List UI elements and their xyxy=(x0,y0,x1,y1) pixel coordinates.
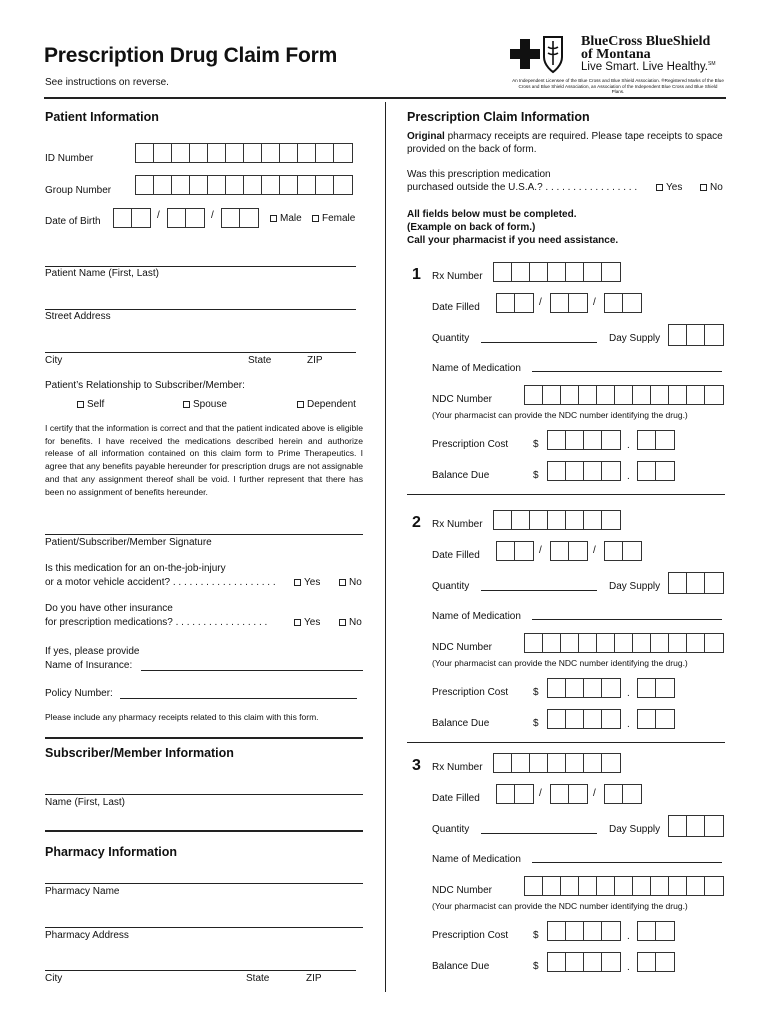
cost-dollar-boxes[interactable] xyxy=(547,678,621,698)
checkbox-icon xyxy=(77,401,84,408)
date-slash: / xyxy=(593,297,596,308)
cost-cents-boxes[interactable] xyxy=(637,921,675,941)
rx-number-boxes[interactable] xyxy=(493,262,621,282)
injury-yes-checkbox[interactable]: Yes xyxy=(294,577,320,588)
insurance-yes-checkbox[interactable]: Yes xyxy=(294,617,320,628)
claim-heading: Prescription Claim Information xyxy=(407,110,590,124)
pharmacy-address-line[interactable] xyxy=(45,927,363,928)
dollar-sign: $ xyxy=(533,930,539,941)
quantity-line[interactable] xyxy=(481,590,597,591)
female-checkbox[interactable]: Female xyxy=(312,213,355,224)
rx-number-boxes[interactable] xyxy=(493,510,621,530)
quantity-label: Quantity xyxy=(432,581,470,592)
checkbox-icon xyxy=(700,184,707,191)
checkbox-icon xyxy=(183,401,190,408)
injury-question-2: or a motor vehicle accident? . . . . . . . . . . . . . . . . . . . xyxy=(45,577,276,588)
ndc-boxes[interactable] xyxy=(524,633,724,653)
pharmacy-rule xyxy=(45,830,363,832)
patient-name-line[interactable] xyxy=(45,266,356,267)
rx-number-label: Rx Number xyxy=(432,762,483,773)
dollar-sign: $ xyxy=(533,718,539,729)
pharmacy-state-label: State xyxy=(246,973,270,984)
group-number-label: Group Number xyxy=(45,185,112,196)
relationship-label: Patient’s Relationship to Subscriber/Member: xyxy=(45,380,245,391)
cost-label: Prescription Cost xyxy=(432,439,509,450)
logo-disclaimer: An Independent Licensee of the Blue Cross and Blue Shield Association. ®Registered Marks of the Blue Cross and Blue Shield Association, an Association of the Independent Blue Cross and Blue Shield Plans. xyxy=(512,78,724,95)
id-number-label: ID Number xyxy=(45,153,94,164)
medication-line[interactable] xyxy=(532,619,722,620)
insurance-question-1: Do you have other insurance xyxy=(45,603,173,614)
cost-dollar-boxes[interactable] xyxy=(547,921,621,941)
checkbox-icon xyxy=(312,215,319,222)
decimal-point: . xyxy=(627,719,630,730)
entry-number: 2 xyxy=(412,514,421,531)
bcbs-logo xyxy=(510,33,566,77)
date-day-boxes[interactable] xyxy=(550,293,588,313)
patient-name-label: Patient Name (First, Last) xyxy=(45,268,159,279)
id-number-boxes[interactable] xyxy=(135,143,353,163)
rx-number-label: Rx Number xyxy=(432,271,483,282)
balance-cents-boxes[interactable] xyxy=(637,709,675,729)
pharmacy-city-line[interactable] xyxy=(45,970,356,971)
medication-line[interactable] xyxy=(532,371,722,372)
cost-label: Prescription Cost xyxy=(432,930,509,941)
dob-year-boxes[interactable] xyxy=(221,208,259,228)
checkbox-icon xyxy=(294,619,301,626)
decimal-point: . xyxy=(627,471,630,482)
cost-dollar-boxes[interactable] xyxy=(547,430,621,450)
balance-cents-boxes[interactable] xyxy=(637,461,675,481)
ndc-note: (Your pharmacist can provide the NDC number identifying the drug.) xyxy=(432,410,688,420)
checkbox-icon xyxy=(270,215,277,222)
balance-label: Balance Due xyxy=(432,961,490,972)
date-day-boxes[interactable] xyxy=(550,541,588,561)
ndc-label: NDC Number xyxy=(432,642,493,653)
checkbox-icon xyxy=(339,579,346,586)
dollar-sign: $ xyxy=(533,439,539,450)
insurance-name-label: Name of Insurance: xyxy=(45,660,133,671)
ndc-boxes[interactable] xyxy=(524,385,724,405)
dependent-checkbox[interactable]: Dependent xyxy=(297,399,356,410)
dob-day-boxes[interactable] xyxy=(167,208,205,228)
required-note-2: (Example on back of form.) xyxy=(407,222,536,233)
header-rule xyxy=(44,97,726,99)
insurance-no-checkbox[interactable]: No xyxy=(339,617,362,628)
date-year-boxes[interactable] xyxy=(604,541,642,561)
subscriber-name-label: Name (First, Last) xyxy=(45,797,126,808)
insurance-question-2: for prescription medications? . . . . . . . . . . . . . . . . . xyxy=(45,617,268,628)
decimal-point: . xyxy=(627,962,630,973)
signature-label: Patient/Subscriber/Member Signature xyxy=(45,537,212,548)
column-divider xyxy=(385,102,386,992)
cost-cents-boxes[interactable] xyxy=(637,430,675,450)
date-month-boxes[interactable] xyxy=(496,541,534,561)
medication-label: Name of Medication xyxy=(432,363,521,374)
date-filled-label: Date Filled xyxy=(432,302,480,313)
spouse-checkbox[interactable]: Spouse xyxy=(183,399,227,410)
required-note-3: Call your pharmacist if you need assistance. xyxy=(407,235,619,246)
balance-dollar-boxes[interactable] xyxy=(547,461,621,481)
entry-number: 3 xyxy=(412,757,421,774)
certification-text: I certify that the information is correct and that the patient indicated above is eligible for benefits. I have received the medications described herein and authorize release of all information contained on this claim form to Prime Therapeutics. I agree that any benefits payable hereunder for prescription drugs are not assignable and that any assignment thereof shall be void. I further represent that there has been no assignment of benefits hereunder. xyxy=(45,423,363,497)
cross-shield-icon xyxy=(510,33,566,77)
ndc-note: (Your pharmacist can provide the NDC number identifying the drug.) xyxy=(432,901,688,911)
street-line[interactable] xyxy=(45,309,356,310)
date-slash: / xyxy=(593,788,596,799)
pharmacy-city-label: City xyxy=(45,973,63,984)
street-label: Street Address xyxy=(45,311,111,322)
dob-slash: / xyxy=(211,210,214,221)
checkbox-icon xyxy=(339,619,346,626)
subscriber-name-line[interactable] xyxy=(45,794,363,795)
outside-question-2: purchased outside the U.S.A.? . . . . . . . . . . . . . . . . . xyxy=(407,182,638,193)
quantity-label: Quantity xyxy=(432,824,470,835)
city-line[interactable] xyxy=(45,352,356,353)
logo-tagline: Live Smart. Live Healthy.℠ xyxy=(581,61,716,73)
page-subtitle: See instructions on reverse. xyxy=(45,77,169,88)
date-year-boxes[interactable] xyxy=(604,293,642,313)
date-year-boxes[interactable] xyxy=(604,784,642,804)
dollar-sign: $ xyxy=(533,961,539,972)
receipts-note: Please include any pharmacy receipts related to this claim with this form. xyxy=(45,712,319,722)
date-day-boxes[interactable] xyxy=(550,784,588,804)
pharmacy-name-line[interactable] xyxy=(45,883,363,884)
date-month-boxes[interactable] xyxy=(496,293,534,313)
checkbox-icon xyxy=(297,401,304,408)
dob-month-boxes[interactable] xyxy=(113,208,151,228)
entry-divider xyxy=(407,742,725,743)
ndc-label: NDC Number xyxy=(432,885,493,896)
injury-no-checkbox[interactable]: No xyxy=(339,577,362,588)
day-supply-label: Day Supply xyxy=(609,824,661,835)
quantity-line[interactable] xyxy=(481,833,597,834)
checkbox-icon xyxy=(656,184,663,191)
zip-label: ZIP xyxy=(307,355,323,366)
patient-heading: Patient Information xyxy=(45,110,159,124)
required-note-1: All fields below must be completed. xyxy=(407,209,577,220)
balance-cents-boxes[interactable] xyxy=(637,952,675,972)
group-number-boxes[interactable] xyxy=(135,175,353,195)
logo-line2: of Montana xyxy=(581,47,651,62)
cost-label: Prescription Cost xyxy=(432,687,509,698)
quantity-label: Quantity xyxy=(432,333,470,344)
medication-label: Name of Medication xyxy=(432,854,521,865)
date-filled-label: Date Filled xyxy=(432,793,480,804)
balance-dollar-boxes[interactable] xyxy=(547,709,621,729)
dollar-sign: $ xyxy=(533,687,539,698)
insurance-name-line[interactable] xyxy=(141,670,363,671)
entry-divider xyxy=(407,494,725,495)
pharmacy-name-label: Pharmacy Name xyxy=(45,886,120,897)
dob-slash: / xyxy=(157,210,160,221)
state-label: State xyxy=(248,355,272,366)
balance-dollar-boxes[interactable] xyxy=(547,952,621,972)
day-supply-label: Day Supply xyxy=(609,333,661,344)
ndc-note: (Your pharmacist can provide the NDC number identifying the drug.) xyxy=(432,658,688,668)
medication-line[interactable] xyxy=(532,862,722,863)
entry-number: 1 xyxy=(412,266,421,283)
injury-question-1: Is this medication for an on-the-job-injury xyxy=(45,563,226,574)
date-slash: / xyxy=(593,545,596,556)
outside-question-1: Was this prescription medication xyxy=(407,169,551,180)
subscriber-heading: Subscriber/Member Information xyxy=(45,746,234,760)
dob-label: Date of Birth xyxy=(45,216,101,227)
page-title: Prescription Drug Claim Form xyxy=(44,44,338,67)
if-yes-label: If yes, please provide xyxy=(45,646,140,657)
decimal-point: . xyxy=(627,440,630,451)
outside-no-checkbox[interactable]: No xyxy=(700,182,723,193)
day-supply-boxes[interactable] xyxy=(668,815,724,837)
signature-line[interactable] xyxy=(45,534,363,535)
cost-cents-boxes[interactable] xyxy=(637,678,675,698)
policy-number-label: Policy Number: xyxy=(45,688,113,699)
date-slash: / xyxy=(539,297,542,308)
quantity-line[interactable] xyxy=(481,342,597,343)
decimal-point: . xyxy=(627,688,630,699)
date-month-boxes[interactable] xyxy=(496,784,534,804)
outside-yes-checkbox[interactable]: Yes xyxy=(656,182,682,193)
pharmacy-address-label: Pharmacy Address xyxy=(45,930,129,941)
pharmacy-heading: Pharmacy Information xyxy=(45,845,177,859)
day-supply-boxes[interactable] xyxy=(668,572,724,594)
logo-line1: BlueCross BlueShield xyxy=(581,34,711,49)
rx-number-label: Rx Number xyxy=(432,519,483,530)
dollar-sign: $ xyxy=(533,470,539,481)
ndc-label: NDC Number xyxy=(432,394,493,405)
ndc-boxes[interactable] xyxy=(524,876,724,896)
date-slash: / xyxy=(539,545,542,556)
day-supply-label: Day Supply xyxy=(609,581,661,592)
medication-label: Name of Medication xyxy=(432,611,521,622)
day-supply-boxes[interactable] xyxy=(668,324,724,346)
city-label: City xyxy=(45,355,63,366)
subscriber-rule xyxy=(45,737,363,739)
original-receipts-note: Original pharmacy receipts are required. Please tape receipts to space provided on the back of form. xyxy=(407,131,723,155)
balance-label: Balance Due xyxy=(432,718,490,729)
policy-number-line[interactable] xyxy=(120,698,357,699)
date-filled-label: Date Filled xyxy=(432,550,480,561)
self-checkbox[interactable]: Self xyxy=(77,399,104,410)
balance-label: Balance Due xyxy=(432,470,490,481)
rx-number-boxes[interactable] xyxy=(493,753,621,773)
decimal-point: . xyxy=(627,931,630,942)
checkbox-icon xyxy=(294,579,301,586)
date-slash: / xyxy=(539,788,542,799)
pharmacy-zip-label: ZIP xyxy=(306,973,322,984)
male-checkbox[interactable]: Male xyxy=(270,213,302,224)
